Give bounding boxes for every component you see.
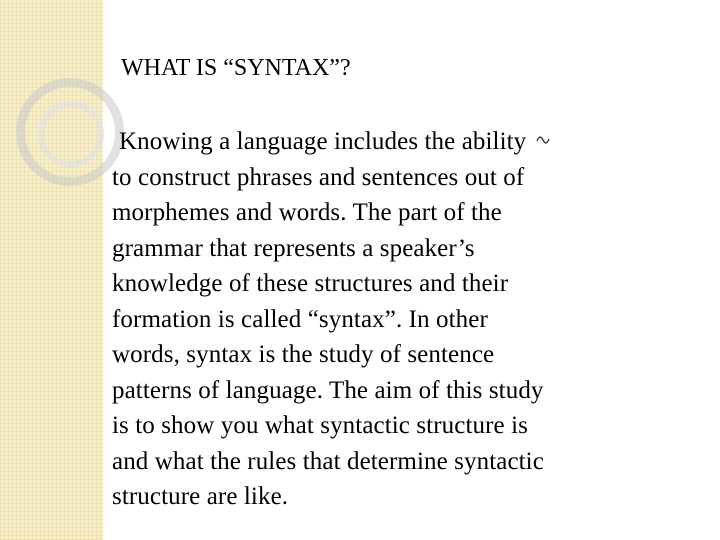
body-line: morphemes and words. The part of the: [112, 199, 502, 226]
body-line: knowledge of these structures and their: [112, 270, 509, 297]
body-line: words, syntax is the study of sentence: [112, 341, 495, 368]
slide-title: WHAT IS “SYNTAX”?: [121, 55, 351, 81]
decorative-ring-inner: [38, 101, 104, 167]
body-line-text: Knowing a language includes the ability: [119, 128, 527, 155]
slide-body: [112, 124, 702, 515]
body-line: to construct phrases and sentences out of: [112, 163, 525, 191]
body-line: patterns of language. The aim of this study: [112, 376, 544, 404]
body-line: is to show you what syntactic structure is: [112, 412, 528, 439]
body-line: formation is called “syntax”. In other: [112, 305, 488, 333]
body-line: structure are like.: [112, 483, 289, 510]
body-line: [112, 124, 702, 160]
body-line: and what the rules that determine syntactic: [112, 447, 544, 475]
body-line: grammar that represents a speaker’s: [112, 234, 475, 262]
wavy-dash-icon: [536, 135, 550, 145]
